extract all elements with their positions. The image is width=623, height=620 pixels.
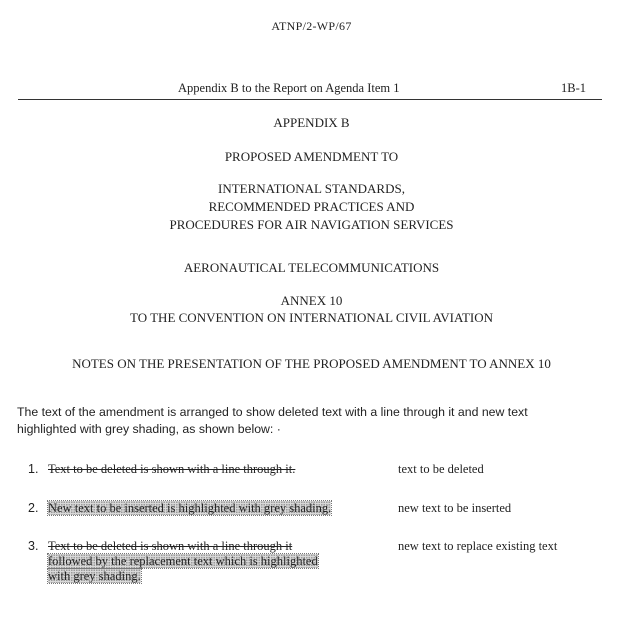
proposed-amendment-title: PROPOSED AMENDMENT TO <box>224 149 399 164</box>
aeronautical-title: AERONAUTICAL TELECOMMUNICATIONS <box>183 260 440 275</box>
standards-title-line: RECOMMENDED PRACTICES AND <box>208 199 415 214</box>
annex-title <box>0 292 623 326</box>
header-rule <box>18 99 602 100</box>
shaded-text: followed by the replacement text which is highlighted <box>48 554 318 568</box>
example-inserted-text <box>48 501 331 516</box>
document-id: ATNP/2-WP/67 <box>271 19 352 33</box>
example-label: new text to replace existing text <box>398 539 558 553</box>
item-number: 1. <box>28 462 39 476</box>
intro-line: The text of the amendment is arranged to show deleted text with a line through it and new text <box>17 405 528 419</box>
annex-title-line: ANNEX 10 <box>280 293 343 308</box>
running-header: Appendix B to the Report on Agenda Item 1 <box>178 81 400 95</box>
annex-title-line: TO THE CONVENTION ON INTERNATIONAL CIVIL AVIATION <box>130 310 493 325</box>
standards-title <box>0 180 623 234</box>
example-deleted-text <box>48 462 295 477</box>
shaded-text: with grey shading. <box>48 569 141 583</box>
standards-title-line: INTERNATIONAL STANDARDS, <box>218 181 405 196</box>
notes-heading: NOTES ON THE PRESENTATION OF THE PROPOSED AMENDMENT TO ANNEX 10 <box>72 356 551 371</box>
example-label: text to be deleted <box>398 462 484 476</box>
struck-text: Text to be deleted is shown with a line through it <box>48 539 293 553</box>
appendix-title: APPENDIX B <box>273 115 350 130</box>
item-number: 3. <box>28 539 39 553</box>
item-number: 2. <box>28 501 39 515</box>
standards-title-line: PROCEDURES FOR AIR NAVIGATION SERVICES <box>169 217 454 232</box>
example-replaced-text <box>48 539 318 584</box>
intro-line: highlighted with grey shading, as shown below: · <box>17 422 281 436</box>
intro-paragraph <box>17 404 607 438</box>
example-label: new text to be inserted <box>398 501 512 515</box>
struck-text: Text to be deleted is shown with a line through it. <box>48 462 296 476</box>
page-number: 1B-1 <box>561 81 586 95</box>
shaded-text: New text to be inserted is highlighted with grey shading. <box>48 501 332 515</box>
